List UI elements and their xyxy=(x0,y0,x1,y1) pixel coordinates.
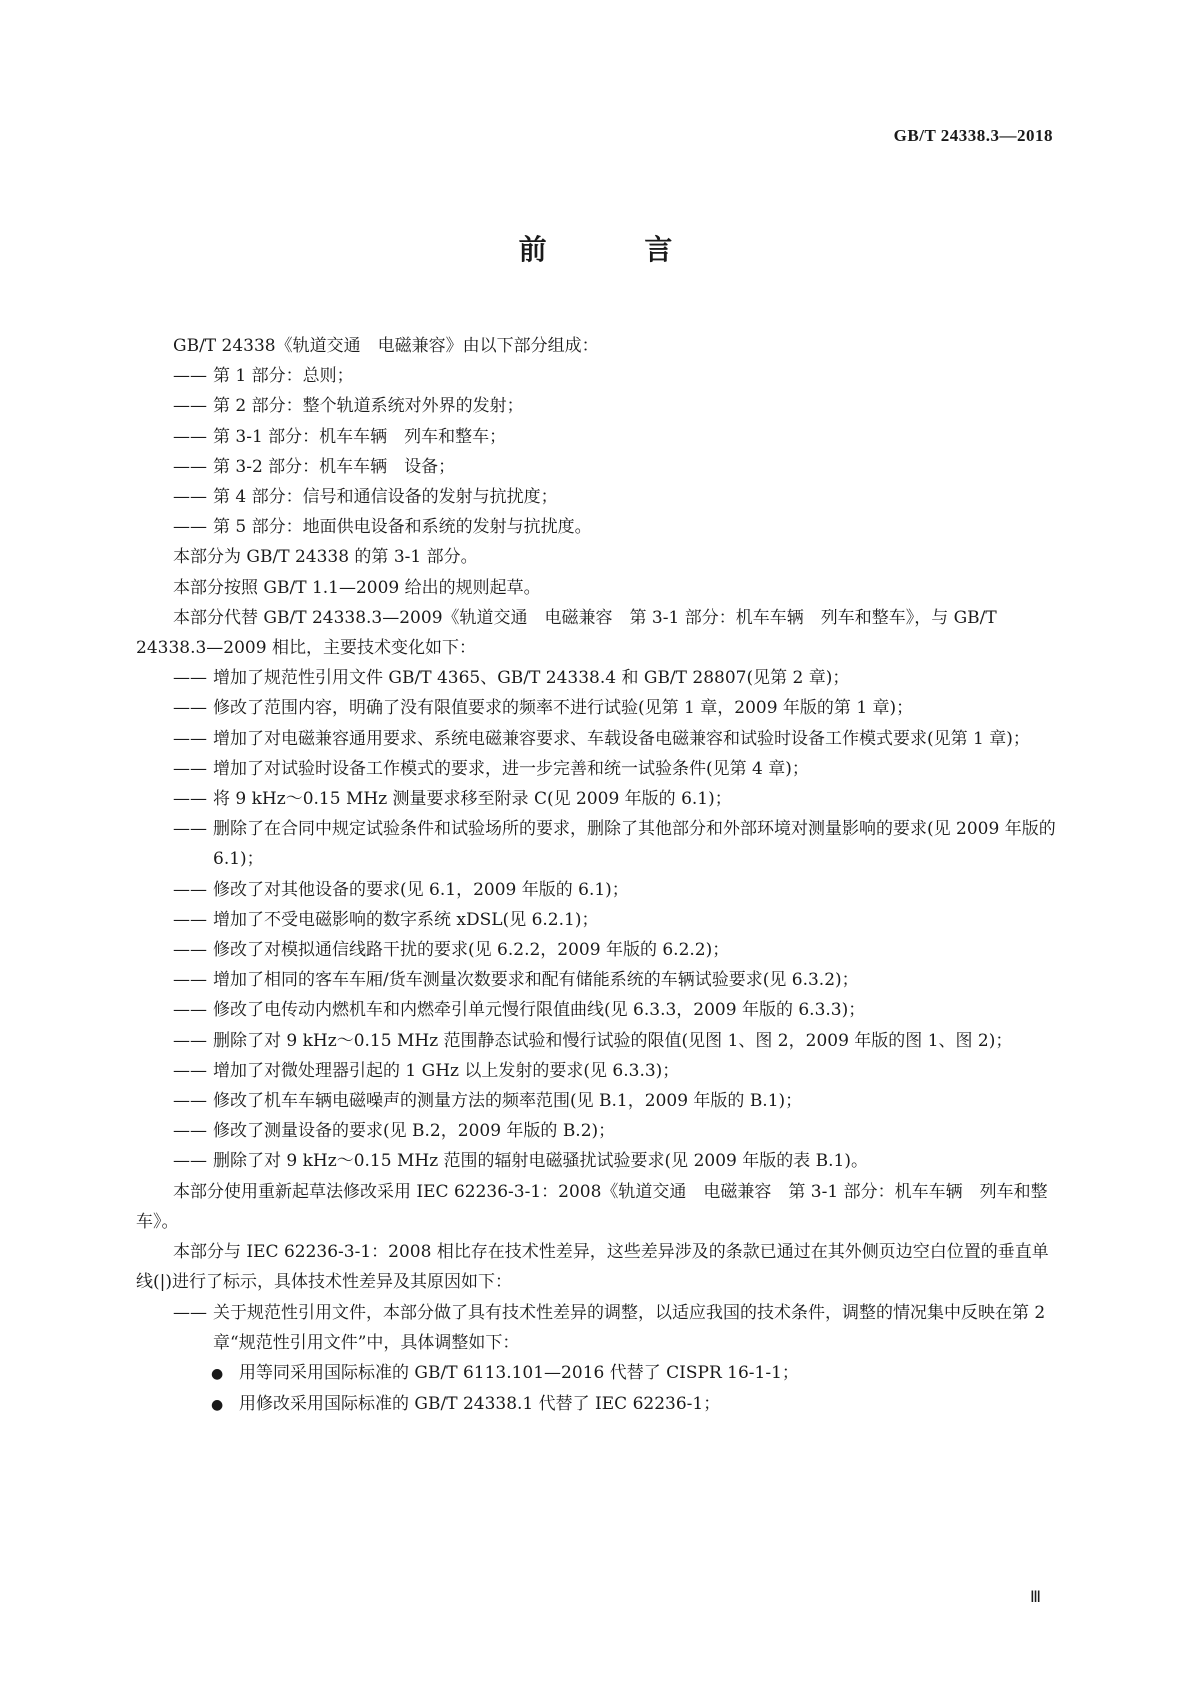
list-item-part-2 xyxy=(136,391,1056,421)
dash-mark: —— xyxy=(173,758,207,779)
dash-mark: —— xyxy=(173,970,207,991)
replace-paragraph: 本部分代替 GB/T 24338.3—2009《轨道交通 电磁兼容 第 3-1 部分：机车车辆 列车和整车》，与 GB/T 24338.3—2009 相比，主要技术变化如下： xyxy=(136,607,997,659)
iec-paragraph: 本部分使用重新起草法修改采用 IEC 62236-3-1：2008《轨道交通 电磁兼容 第 3-1 部分：机车车辆 列车和整车》。 xyxy=(136,1181,1048,1232)
dash-mark: —— xyxy=(173,396,207,417)
list-item-part-3-2 xyxy=(136,452,1056,482)
page-title: 前 言 xyxy=(518,233,717,266)
list-item-text: 第 3-1 部分：机车车辆 列车和整车； xyxy=(213,426,507,447)
page-number: Ⅲ xyxy=(1029,1589,1041,1606)
part-paragraph: 本部分为 GB/T 24338 的第 3-1 部分。 xyxy=(173,547,478,568)
list-item-part-3-1 xyxy=(136,422,1056,452)
change-item xyxy=(136,814,1056,874)
bullet-icon: ● xyxy=(211,1365,224,1382)
dash-mark: —— xyxy=(173,940,207,961)
dash-mark: —— xyxy=(173,1000,207,1021)
list-item-text: 修改了范围内容，明确了没有限值要求的频率不进行试验(见第 1 章，2009 年版的第 1 章)； xyxy=(213,698,914,719)
change-item xyxy=(136,754,1056,784)
change-item xyxy=(136,995,1056,1025)
list-item-text: 增加了规范性引用文件 GB/T 4365、GB/T 24338.4 和 GB/T 28807(见第 2 章)； xyxy=(213,668,850,689)
change-item xyxy=(136,1146,1056,1176)
list-item-text: 修改了测量设备的要求(见 B.2，2009 年版的 B.2)； xyxy=(213,1121,616,1142)
bullet-icon: ● xyxy=(211,1397,224,1414)
change-item xyxy=(136,935,1056,965)
change-item xyxy=(136,663,1056,693)
dash-mark: —— xyxy=(173,909,207,930)
dash-mark: —— xyxy=(173,366,207,387)
dash-mark: —— xyxy=(173,819,207,840)
dash-mark: —— xyxy=(173,487,207,508)
dash-mark: —— xyxy=(173,517,207,538)
dash-mark: —— xyxy=(173,426,207,447)
dash-mark: —— xyxy=(173,1030,207,1051)
list-item-text: 修改了电传动内燃机车和内燃牵引单元慢行限值曲线(见 6.3.3，2009 年版的 6.3.3)； xyxy=(213,1000,866,1021)
list-item-text: 第 5 部分：地面供电设备和系统的发射与抗扰度。 xyxy=(213,517,592,538)
dash-mark: —— xyxy=(173,1121,207,1142)
bullet-text: 用修改采用国际标准的 GB/T 24338.1 代替了 IEC 62236-1； xyxy=(239,1394,721,1415)
dash-mark: —— xyxy=(173,728,207,749)
list-item-text: 增加了不受电磁影响的数字系统 xDSL(见 6.2.1)； xyxy=(213,909,599,930)
list-item-text: 第 1 部分：总则； xyxy=(213,366,354,387)
dash-mark: —— xyxy=(173,668,207,689)
intro-paragraph: GB/T 24338《轨道交通 电磁兼容》由以下部分组成： xyxy=(173,336,599,356)
list-item-text: 增加了对微处理器引起的 1 GHz 以上发射的要求(见 6.3.3)； xyxy=(213,1060,680,1081)
list-item-part-1 xyxy=(136,361,1056,391)
rules-paragraph: 本部分按照 GB/T 1.1—2009 给出的规则起草。 xyxy=(173,577,541,598)
list-item-text: 关于规范性引用文件，本部分做了具有技术性差异的调整，以适应我国的技术条件，调整的情况集中反映在第 2 章“规范性引用文件”中，具体调整如下： xyxy=(213,1302,1046,1353)
dash-mark: —— xyxy=(173,1302,207,1323)
list-item-text: 第 3-2 部分：机车车辆 设备； xyxy=(213,456,456,477)
list-item-text: 修改了对其他设备的要求(见 6.1，2009 年版的 6.1)； xyxy=(213,879,629,900)
dash-mark: —— xyxy=(173,1151,207,1172)
change-item xyxy=(136,1056,1056,1086)
list-item-text: 增加了对试验时设备工作模式的要求，进一步完善和统一试验条件(见第 4 章)； xyxy=(213,758,809,779)
list-item-text: 修改了对模拟通信线路干扰的要求(见 6.2.2，2009 年版的 6.2.2)； xyxy=(213,940,730,961)
dash-mark: —— xyxy=(173,698,207,719)
list-item-part-4 xyxy=(136,482,1056,512)
list-item-text: 将 9 kHz～0.15 MHz 测量要求移至附录 C(见 2009 年版的 6.1)； xyxy=(213,789,732,810)
list-item-text: 第 2 部分：整个轨道系统对外界的发射； xyxy=(213,396,524,417)
list-item-text: 第 4 部分：信号和通信设备的发射与抗扰度； xyxy=(213,487,558,508)
dash-mark: —— xyxy=(173,1060,207,1081)
list-item-text: 删除了对 9 kHz～0.15 MHz 范围静态试验和慢行试验的限值(见图 1、图 2，2009 年版的图 1、图 2)； xyxy=(213,1030,1013,1051)
list-item-text: 增加了相同的客车车厢/货车测量次数要求和配有储能系统的车辆试验要求(见 6.3.2)； xyxy=(213,970,859,991)
change-item xyxy=(136,1026,1056,1056)
dash-mark: —— xyxy=(173,1091,207,1112)
change-item xyxy=(136,784,1056,814)
difference-item xyxy=(136,1298,1056,1358)
list-item-text: 修改了机车车辆电磁噪声的测量方法的频率范围(见 B.1，2009 年版的 B.1)； xyxy=(213,1091,803,1112)
standard-code: GB/T 24338.3—2018 xyxy=(893,126,1053,145)
list-item-text: 增加了对电磁兼容通用要求、系统电磁兼容要求、车载设备电磁兼容和试验时设备工作模式要求(见第 1 章)； xyxy=(213,728,1030,749)
bullet-item xyxy=(136,1358,1056,1389)
dash-mark: —— xyxy=(173,456,207,477)
dash-mark: —— xyxy=(173,789,207,810)
list-item-part-5 xyxy=(136,512,1056,542)
list-item-text: 删除了在合同中规定试验条件和试验场所的要求，删除了其他部分和外部环境对测量影响的要求(见 2009 年版的 6.1)； xyxy=(213,819,1056,870)
dash-mark: —— xyxy=(173,879,207,900)
change-item xyxy=(136,724,1056,754)
bullet-text: 用等同采用国际标准的 GB/T 6113.101—2016 代替了 CISPR 16-1-1； xyxy=(239,1362,799,1383)
change-item xyxy=(136,875,1056,905)
change-item xyxy=(136,693,1056,723)
change-item xyxy=(136,1086,1056,1116)
change-item xyxy=(136,905,1056,935)
document-body xyxy=(136,331,1056,1420)
list-item-text: 删除了对 9 kHz～0.15 MHz 范围的辐射电磁骚扰试验要求(见 2009 年版的表 B.1)。 xyxy=(213,1151,869,1172)
difference-paragraph: 本部分与 IEC 62236-3-1：2008 相比存在技术性差异，这些差异涉及的条款已通过在其外侧页边空白位置的垂直单线(|)进行了标示，具体技术性差异及其原因如下： xyxy=(136,1242,1049,1293)
change-item xyxy=(136,965,1056,995)
bullet-item xyxy=(136,1389,1056,1420)
change-item xyxy=(136,1116,1056,1146)
